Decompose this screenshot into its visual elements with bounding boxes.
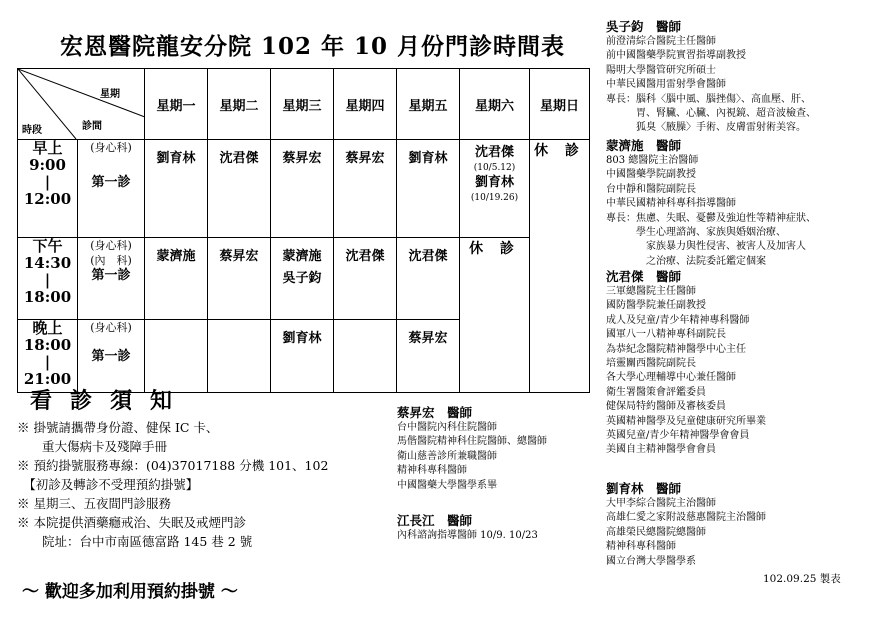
doctor-cell: 蔡昇宏 [397,320,460,393]
notice-line: ※ 掛號請攜帶身份證、健保 IC 卡、 [17,420,219,435]
doctor-name: 蒙濟施 醫師 [606,138,682,153]
doctor-name: 吳子鈞 醫師 [606,19,682,34]
doctor-cell [208,320,271,393]
doctor-cell: 蒙濟施 [145,238,208,320]
doctor-profile: 劉育林 醫師 大甲李綜合醫院主治醫師 高雄仁愛之家附設慈惠醫院主治醫師 高雄榮民總醫院總醫師 精神科專科醫師 國立台灣大學醫學系 [606,481,766,567]
day-header: 星期六 [460,69,530,140]
notice-line: 院址：台中市南區德富路 145 巷 2 號 [17,534,253,549]
doctor-cell: 劉育林 [397,140,460,238]
doctor-cell: 沈君傑 [208,140,271,238]
session-dept: (身心科) 第一診 [78,320,145,393]
page-title: 宏恩醫院龍安分院 102 年 10 月份門診時間表 [60,33,566,60]
doctor-name: 蔡昇宏 醫師 [397,405,473,420]
notice-line: ※ 預約掛號服務專線：(04)37017188 分機 101、102 [17,458,329,473]
day-header: 星期一 [145,69,208,140]
doctor-cell [145,320,208,393]
schedule-table [17,68,590,393]
doctor-name: 江長江 醫師 [397,513,473,528]
sunday-closed: 休 診 [530,140,590,393]
corner-clinic-label: 診間 [82,121,102,132]
saturday-morning-cell: 沈君傑 (10/5.12) 劉育林 (10/19.26) [460,140,530,238]
doctor-cell: 沈君傑 [397,238,460,320]
day-header: 星期四 [334,69,397,140]
notice-line: 重大傷病卡及殘障手冊 [17,439,168,454]
doctor-profile: 蔡昇宏 醫師 台中醫院內科住院醫師 馬偕醫院精神科住院醫師、總醫師 衛山慈善診所兼職醫師 精神科專科醫師 中國醫藥大學醫學系畢 [397,405,547,491]
doctor-cell [334,320,397,393]
doctor-cell: 劉育林 [271,320,334,393]
notice-list [17,418,328,551]
day-header: 星期五 [397,69,460,140]
doctor-cell: 蒙濟施 吳子鈞 [271,238,334,320]
doctor-name: 劉育林 醫師 [606,481,682,496]
session-time: 晚上 18:00 | 21:00 [18,320,78,393]
notice-line: 【初診及轉診不受理預約掛號】 [17,477,199,492]
doctor-cell: 蔡昇宏 [334,140,397,238]
session-dept: (身心科) (內 科) 第一診 [78,238,145,320]
saturday-closed: 休 診 [460,238,530,393]
corner-session-label: 時段 [22,125,42,136]
doctor-profile: 江長江 醫師 內科諮詢指導醫師 10/9. 10/23 [397,513,538,541]
doctor-name: 沈君傑 醫師 [606,269,682,284]
welcome-text: ～ 歡迎多加利用預約掛號 ～ [22,582,238,602]
notice-title: 看診須知 [30,388,191,414]
doctor-cell: 蔡昇宏 [271,140,334,238]
doctor-cell: 劉育林 [145,140,208,238]
corner-cell [18,69,145,140]
day-header: 星期三 [271,69,334,140]
doctor-cell: 沈君傑 [334,238,397,320]
notice-line: ※ 星期三、五夜間門診服務 [17,496,171,511]
corner-weekday-label: 星期 [100,89,120,100]
doctor-cell: 蔡昇宏 [208,238,271,320]
day-header: 星期二 [208,69,271,140]
session-time: 下午 14:30 | 18:00 [18,238,78,320]
notice-line: ※ 本院提供酒藥癮戒治、失眠及戒煙門診 [17,515,246,530]
session-dept: (身心科) 第一診 [78,140,145,238]
doctor-profile: 吳子鈞 醫師 前澄清綜合醫院主任醫師 前中國醫藥學院實習指導副教授 陽明大學醫管研究所碩士 中華民國醫用雷射學會醫師 專長：腦科〈腦中風、腦挫傷〉、高血壓、肝、 胃、腎臟、心臟、內視鏡、超音波檢查、 狐臭〈腋臊〉手術、皮膚雷射術美容。 [606,19,816,134]
doctor-profile: 蒙濟施 醫師 803 總醫院主治醫師 中國醫藥學院副教授 台中靜和醫院副院長 中華民國精神科專科指導醫師 專長：焦慮、失眠、憂鬱及強迫性等精神症狀、 學生心理諮詢、家族與婚姻治療、 家族暴力與性侵害、被害人及加害人 之治療、法院委託鑑定個案 [606,138,816,267]
session-time: 早上 9:00 | 12:00 [18,140,78,238]
footer-date: 102.09.25 製表 [763,573,841,585]
doctor-profile: 沈君傑 醫師 三軍總醫院主任醫師 國防醫學院兼任副教授 成人及兒童/青少年精神專科醫師 國軍八一八精神專科副院長 為恭紀念醫院精神醫學中心主任 培靈關西醫院副院長 各大學心理輔導中心兼任醫師 衛生署醫策會評鑑委員 健保局特約醫師及審核委員 英國精神醫學及兒童健康研究所畢業 英國兒童/青少年精神醫學會會員 美國自主精神醫學會會員 [606,269,766,456]
day-header: 星期日 [530,69,590,140]
